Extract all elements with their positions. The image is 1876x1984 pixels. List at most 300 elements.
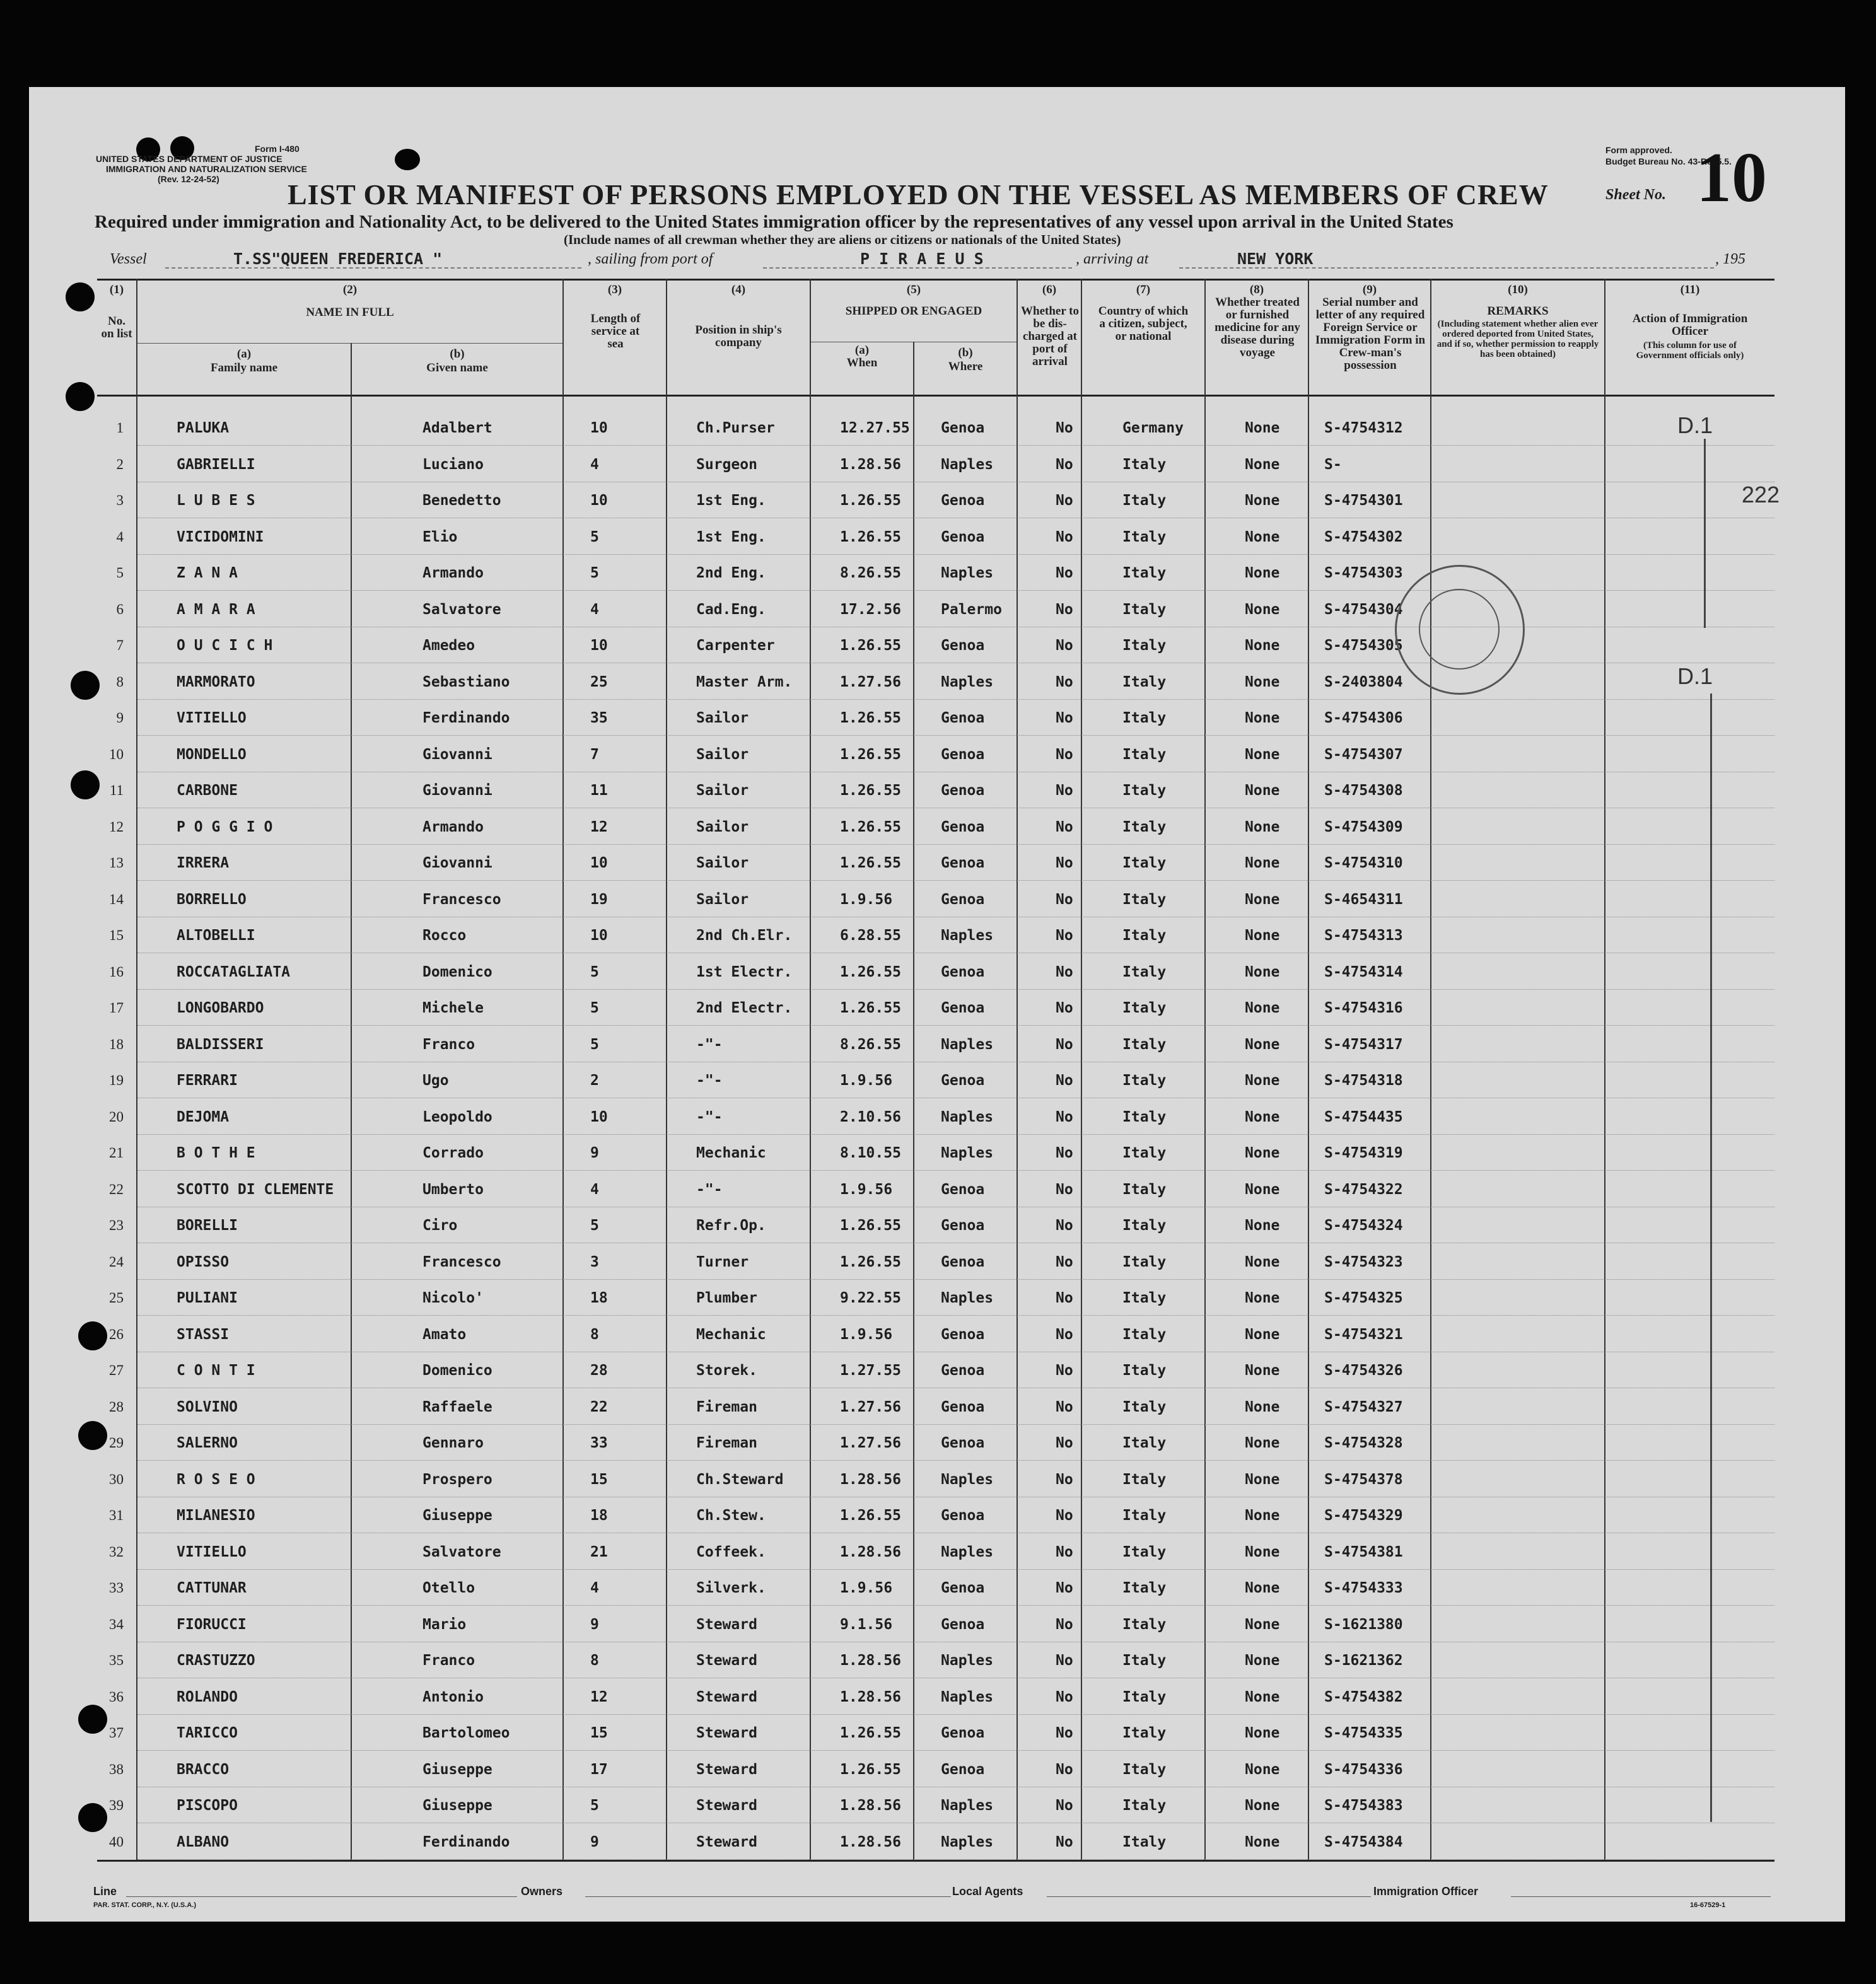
col11-heading: Action of Immigration Officer	[1632, 312, 1748, 338]
discharge-status: No	[1056, 855, 1073, 871]
medicine-status: None	[1245, 1616, 1280, 1633]
serial-number: S-4754336	[1324, 1761, 1403, 1778]
row-number: 20	[109, 1108, 124, 1125]
family-name: CARBONE	[177, 782, 238, 799]
medicine-status: None	[1245, 1725, 1280, 1741]
engaged-date: 1.28.56	[840, 1543, 901, 1560]
family-name: MILANESIO	[177, 1507, 255, 1524]
row-number: 27	[109, 1362, 124, 1378]
row-rule	[137, 844, 1774, 845]
medicine-status: None	[1245, 528, 1280, 545]
engaged-port: Naples	[941, 1543, 994, 1560]
medicine-status: None	[1245, 565, 1280, 581]
department-line: UNITED STATES DEPARTMENT OF JUSTICE	[96, 154, 283, 164]
discharge-status: No	[1056, 1616, 1073, 1633]
engaged-port: Genoa	[941, 1217, 985, 1234]
nationality: Italy	[1122, 565, 1167, 581]
name-subheader-rule	[137, 343, 562, 344]
serial-number: S-2403804	[1324, 673, 1403, 690]
medicine-status: None	[1245, 456, 1280, 473]
table-top-border	[97, 279, 1774, 281]
engaged-port: Genoa	[941, 1362, 985, 1379]
discharge-status: No	[1056, 1326, 1073, 1343]
engaged-port: Genoa	[941, 963, 985, 980]
engaged-date: 1.26.55	[840, 528, 901, 545]
position: Ch.Purser	[696, 420, 775, 436]
discharge-status: No	[1056, 1000, 1073, 1016]
nationality: Italy	[1122, 891, 1167, 908]
given-name: Adalbert	[422, 420, 492, 436]
serial-number: S-1621362	[1324, 1652, 1403, 1669]
medicine-status: None	[1245, 1000, 1280, 1016]
service-years: 10	[590, 492, 608, 509]
engaged-date: 1.28.56	[840, 1688, 901, 1705]
service-years: 9	[590, 1145, 599, 1161]
discharge-status: No	[1056, 1290, 1073, 1306]
row-number: 17	[109, 1000, 124, 1016]
discharge-status: No	[1056, 1507, 1073, 1524]
row-number: 11	[109, 782, 124, 798]
medicine-status: None	[1245, 492, 1280, 509]
given-name: Francesco	[422, 1253, 501, 1270]
engaged-port: Genoa	[941, 746, 985, 763]
family-name: B O T H E	[177, 1145, 255, 1161]
engaged-date: 1.9.56	[840, 1181, 893, 1198]
engaged-port: Naples	[941, 673, 994, 690]
position: Ch.Steward	[696, 1471, 784, 1488]
engaged-port: Genoa	[941, 1761, 985, 1778]
discharge-status: No	[1056, 1688, 1073, 1705]
engaged-date: 1.27.56	[840, 673, 901, 690]
engaged-port: Palermo	[941, 601, 1002, 618]
row-number: 38	[109, 1761, 124, 1777]
column-divider	[562, 279, 564, 1860]
arriving-label: , arriving at	[1076, 251, 1149, 267]
discharge-status: No	[1056, 1145, 1073, 1161]
discharge-status: No	[1056, 565, 1073, 581]
position: 2nd Eng.	[696, 565, 766, 581]
nationality: Italy	[1122, 855, 1167, 871]
nationality: Italy	[1122, 1507, 1167, 1524]
position: Plumber	[696, 1290, 757, 1306]
row-rule	[137, 554, 1774, 555]
engaged-date: 1.26.55	[840, 1000, 901, 1016]
position: Steward	[696, 1761, 757, 1778]
serial-number: S-4754319	[1324, 1145, 1403, 1161]
nationality: Italy	[1122, 1725, 1167, 1741]
discharge-status: No	[1056, 1036, 1073, 1053]
engaged-date: 1.9.56	[840, 891, 893, 908]
medicine-status: None	[1245, 420, 1280, 436]
col10-note: (Including statement whether alien ever ordered deported from United States, and if so, whether permission to reapply has been obtained)	[1436, 319, 1599, 359]
discharge-status: No	[1056, 927, 1073, 944]
row-rule	[137, 1279, 1774, 1280]
engaged-port: Naples	[941, 456, 994, 473]
medicine-status: None	[1245, 891, 1280, 908]
engaged-port: Genoa	[941, 710, 985, 726]
col1-heading: No. on list	[101, 315, 132, 340]
discharge-status: No	[1056, 891, 1073, 908]
medicine-status: None	[1245, 1253, 1280, 1270]
engaged-port: Genoa	[941, 1616, 985, 1633]
row-number: 7	[116, 637, 124, 653]
service-years: 12	[590, 818, 608, 835]
discharge-status: No	[1056, 746, 1073, 763]
nationality: Italy	[1122, 1253, 1167, 1270]
engaged-port: Naples	[941, 1290, 994, 1306]
nationality: Italy	[1122, 927, 1167, 944]
row-number: 23	[109, 1217, 124, 1233]
medicine-status: None	[1245, 1797, 1280, 1814]
engaged-port: Genoa	[941, 818, 985, 835]
nationality: Italy	[1122, 1036, 1167, 1053]
given-name: Giuseppe	[422, 1507, 492, 1524]
engaged-port: Genoa	[941, 1725, 985, 1741]
discharge-status: No	[1056, 1833, 1073, 1850]
service-years: 5	[590, 565, 599, 581]
row-number: 35	[109, 1652, 124, 1668]
engaged-date: 9.22.55	[840, 1290, 901, 1306]
nationality: Italy	[1122, 1108, 1167, 1125]
nationality: Italy	[1122, 1000, 1167, 1016]
port-underline	[763, 267, 1072, 269]
given-name: Benedetto	[422, 492, 501, 509]
nationality: Italy	[1122, 1217, 1167, 1234]
nationality: Italy	[1122, 1616, 1167, 1633]
row-rule	[137, 1714, 1774, 1715]
col3-heading: Length of service at sea	[590, 312, 641, 351]
row-rule	[137, 1460, 1774, 1461]
col2b-number: (b)	[450, 347, 465, 361]
nationality: Italy	[1122, 1435, 1167, 1451]
column-divider	[1308, 279, 1309, 1860]
footer-agents-label: Local Agents	[952, 1885, 1023, 1898]
service-years: 4	[590, 601, 599, 618]
row-number: 39	[109, 1797, 124, 1813]
family-name: BORRELLO	[177, 891, 247, 908]
medicine-status: None	[1245, 1108, 1280, 1125]
service-years: 18	[590, 1290, 608, 1306]
service-years: 5	[590, 528, 599, 545]
col9-number: (9)	[1362, 283, 1377, 296]
engaged-port: Naples	[941, 1652, 994, 1669]
given-name: Salvatore	[422, 1543, 501, 1560]
row-rule	[137, 1170, 1774, 1171]
engaged-port: Naples	[941, 1471, 994, 1488]
medicine-status: None	[1245, 1543, 1280, 1560]
serial-number: S-4754329	[1324, 1507, 1403, 1524]
discharge-status: No	[1056, 1543, 1073, 1560]
family-name: P O G G I O	[177, 818, 273, 835]
given-name: Corrado	[422, 1145, 484, 1161]
service-years: 11	[590, 782, 608, 799]
col4-number: (4)	[731, 283, 746, 296]
service-years: 4	[590, 1580, 599, 1596]
disposition-mark: D.1	[1677, 663, 1713, 689]
serial-number: S-4754381	[1324, 1543, 1403, 1560]
serial-number: S-4754307	[1324, 746, 1403, 763]
position: Carpenter	[696, 637, 775, 654]
include-note: (Include names of all crewman whether they are aliens or citizens or nationals of the United States)	[564, 232, 1121, 247]
footer-owners-label: Owners	[521, 1885, 563, 1898]
engaged-port: Naples	[941, 565, 994, 581]
medicine-status: None	[1245, 1072, 1280, 1089]
engaged-date: 2.10.56	[840, 1108, 901, 1125]
given-name: Domenico	[422, 963, 492, 980]
service-years: 5	[590, 1000, 599, 1016]
port-of-departure: P I R A E U S	[860, 250, 984, 268]
given-name: Michele	[422, 1000, 484, 1016]
service-years: 15	[590, 1725, 608, 1741]
serial-number: S-1621380	[1324, 1616, 1403, 1633]
given-name: Amedeo	[422, 637, 475, 654]
engaged-date: 1.28.56	[840, 1833, 901, 1850]
given-name: Gennaro	[422, 1435, 484, 1451]
nationality: Italy	[1122, 1833, 1167, 1850]
nationality: Italy	[1122, 1471, 1167, 1488]
service-years: 17	[590, 1761, 608, 1778]
col1-number: (1)	[109, 283, 124, 296]
sheet-number: 10	[1696, 139, 1767, 217]
service-years: 5	[590, 963, 599, 980]
service-years: 19	[590, 891, 608, 908]
service-years: 22	[590, 1398, 608, 1415]
row-rule	[137, 1859, 1774, 1860]
row-rule	[137, 590, 1774, 591]
serial-number: S-4754328	[1324, 1435, 1403, 1451]
position: Sailor	[696, 746, 749, 763]
position: Fireman	[696, 1398, 757, 1415]
row-number: 29	[109, 1435, 124, 1451]
engaged-port: Genoa	[941, 1253, 985, 1270]
position: Steward	[696, 1725, 757, 1741]
row-rule	[137, 1424, 1774, 1425]
nationality: Italy	[1122, 673, 1167, 690]
engaged-date: 1.26.55	[840, 963, 901, 980]
position: -"-	[696, 1036, 723, 1053]
engaged-port: Naples	[941, 1833, 994, 1850]
punch-hole	[66, 382, 95, 411]
position: -"-	[696, 1072, 723, 1089]
disposition-mark: D.1	[1677, 412, 1713, 438]
engaged-date: 1.28.56	[840, 1652, 901, 1669]
row-number: 15	[109, 927, 124, 943]
medicine-status: None	[1245, 710, 1280, 726]
col2a-number: (a)	[236, 347, 252, 361]
engaged-date: 1.9.56	[840, 1072, 893, 1089]
serial-number: S-4754309	[1324, 818, 1403, 835]
engaged-port: Genoa	[941, 528, 985, 545]
given-name: Domenico	[422, 1362, 492, 1379]
position: Steward	[696, 1797, 757, 1814]
pencil-bracket	[1704, 439, 1706, 628]
position: Silverk.	[696, 1580, 766, 1596]
year-label: , 195	[1715, 251, 1745, 267]
row-number: 19	[109, 1072, 124, 1088]
col5-heading: SHIPPED OR ENGAGED	[845, 305, 982, 318]
form-approved: Form approved.	[1605, 145, 1672, 155]
serial-number: S-4754382	[1324, 1688, 1403, 1705]
engaged-port: Genoa	[941, 855, 985, 871]
discharge-status: No	[1056, 1471, 1073, 1488]
service-years: 12	[590, 1688, 608, 1705]
family-name: PULIANI	[177, 1290, 238, 1306]
arrival-port: NEW YORK	[1237, 250, 1314, 268]
position: Surgeon	[696, 456, 757, 473]
nationality: Italy	[1122, 1181, 1167, 1198]
nationality: Italy	[1122, 1398, 1167, 1415]
family-name: VITIELLO	[177, 1543, 247, 1560]
medicine-status: None	[1245, 1290, 1280, 1306]
serial-number: S-4754333	[1324, 1580, 1403, 1596]
engaged-date: 1.26.55	[840, 1507, 901, 1524]
row-number: 5	[116, 565, 124, 581]
service-years: 8	[590, 1652, 599, 1669]
serial-number: S-4754310	[1324, 855, 1403, 871]
row-number: 33	[109, 1580, 124, 1596]
position: 2nd Electr.	[696, 1000, 793, 1016]
row-number: 28	[109, 1398, 124, 1415]
engaged-date: 1.27.56	[840, 1398, 901, 1415]
engaged-date: 1.27.56	[840, 1435, 901, 1451]
serial-number: S-4754304	[1324, 601, 1403, 618]
nationality: Italy	[1122, 1652, 1167, 1669]
family-name: STASSI	[177, 1326, 230, 1343]
engaged-date: 8.26.55	[840, 1036, 901, 1053]
row-number: 22	[109, 1181, 124, 1197]
footer-owners-rule	[585, 1896, 951, 1897]
discharge-status: No	[1056, 420, 1073, 436]
row-number: 4	[116, 528, 124, 545]
position: Storek.	[696, 1362, 757, 1379]
row-number: 2	[116, 456, 124, 472]
service-years: 10	[590, 855, 608, 871]
engaged-date: 1.26.55	[840, 782, 901, 799]
position: 1st Eng.	[696, 492, 766, 509]
position: 1st Eng.	[696, 528, 766, 545]
row-number: 6	[116, 601, 124, 617]
engaged-date: 1.28.56	[840, 456, 901, 473]
given-name: Franco	[422, 1036, 475, 1053]
medicine-status: None	[1245, 1181, 1280, 1198]
given-name: Salvatore	[422, 601, 501, 618]
column-divider	[1081, 279, 1082, 1860]
engaged-date: 1.28.56	[840, 1471, 901, 1488]
service-years: 10	[590, 637, 608, 654]
nationality: Italy	[1122, 963, 1167, 980]
discharge-status: No	[1056, 1398, 1073, 1415]
engaged-date: 1.9.56	[840, 1326, 893, 1343]
engaged-port: Genoa	[941, 1435, 985, 1451]
position: Fireman	[696, 1435, 757, 1451]
serial-number: S-4754326	[1324, 1362, 1403, 1379]
nationality: Italy	[1122, 492, 1167, 509]
service-years: 5	[590, 1217, 599, 1234]
vessel-label: Vessel	[110, 251, 147, 267]
nationality: Italy	[1122, 601, 1167, 618]
medicine-status: None	[1245, 673, 1280, 690]
col5b-heading: Where	[948, 360, 983, 373]
service-years: 5	[590, 1036, 599, 1053]
engaged-date: 1.26.55	[840, 1253, 901, 1270]
family-name: DEJOMA	[177, 1108, 230, 1125]
family-name: ALBANO	[177, 1833, 230, 1850]
service-years: 5	[590, 1797, 599, 1814]
row-rule	[137, 1315, 1774, 1316]
column-divider	[810, 279, 811, 1860]
service-years: 33	[590, 1435, 608, 1451]
header-bottom-border	[97, 395, 1774, 397]
serial-number: S-4754312	[1324, 420, 1403, 436]
row-rule	[137, 1025, 1774, 1026]
given-name: Armando	[422, 565, 484, 581]
serial-number: S-	[1324, 456, 1342, 473]
nationality: Italy	[1122, 1362, 1167, 1379]
service-years: 3	[590, 1253, 599, 1270]
service-years: 4	[590, 1181, 599, 1198]
row-rule	[137, 1134, 1774, 1135]
given-name: Ferdinando	[422, 1833, 510, 1850]
row-number: 18	[109, 1036, 124, 1052]
col11-note: (This column for use of Government officials only)	[1636, 340, 1744, 361]
column-divider	[1017, 279, 1018, 1860]
service-years: 10	[590, 420, 608, 436]
service-years: 10	[590, 1108, 608, 1125]
col2-heading: NAME IN FULL	[306, 306, 394, 319]
position: Refr.Op.	[696, 1217, 766, 1234]
serial-number: S-4754318	[1324, 1072, 1403, 1089]
row-rule	[137, 880, 1774, 881]
medicine-status: None	[1245, 1652, 1280, 1669]
row-number: 30	[109, 1471, 124, 1487]
given-name: Rocco	[422, 927, 467, 944]
engaged-date: 1.26.55	[840, 746, 901, 763]
nationality: Italy	[1122, 1145, 1167, 1161]
service-years: 15	[590, 1471, 608, 1488]
discharge-status: No	[1056, 1181, 1073, 1198]
row-number: 36	[109, 1688, 124, 1705]
serial-number: S-4654311	[1324, 891, 1403, 908]
given-name: Giuseppe	[422, 1761, 492, 1778]
sheet-label: Sheet No.	[1605, 187, 1666, 203]
family-name: LONGOBARDO	[177, 1000, 264, 1016]
position: Turner	[696, 1253, 749, 1270]
punch-hole	[71, 671, 100, 700]
vessel-underline	[165, 267, 581, 269]
engaged-date: 1.26.55	[840, 1725, 901, 1741]
engaged-date: 1.28.56	[840, 1797, 901, 1814]
discharge-status: No	[1056, 1761, 1073, 1778]
service-years: 10	[590, 927, 608, 944]
family-name: OPISSO	[177, 1253, 230, 1270]
medicine-status: None	[1245, 1326, 1280, 1343]
row-number: 1	[116, 420, 124, 436]
given-name: Antonio	[422, 1688, 484, 1705]
medicine-status: None	[1245, 1435, 1280, 1451]
discharge-status: No	[1056, 1725, 1073, 1741]
discharge-status: No	[1056, 601, 1073, 618]
row-rule	[137, 1569, 1774, 1570]
family-name: L U B E S	[177, 492, 255, 509]
service-years: 21	[590, 1543, 608, 1560]
col2-number: (2)	[342, 283, 358, 296]
row-number: 13	[109, 855, 124, 871]
engaged-date: 1.26.55	[840, 637, 901, 654]
serial-number: S-4754322	[1324, 1181, 1403, 1198]
given-name: Otello	[422, 1580, 475, 1596]
medicine-status: None	[1245, 1471, 1280, 1488]
row-number: 10	[109, 746, 124, 762]
